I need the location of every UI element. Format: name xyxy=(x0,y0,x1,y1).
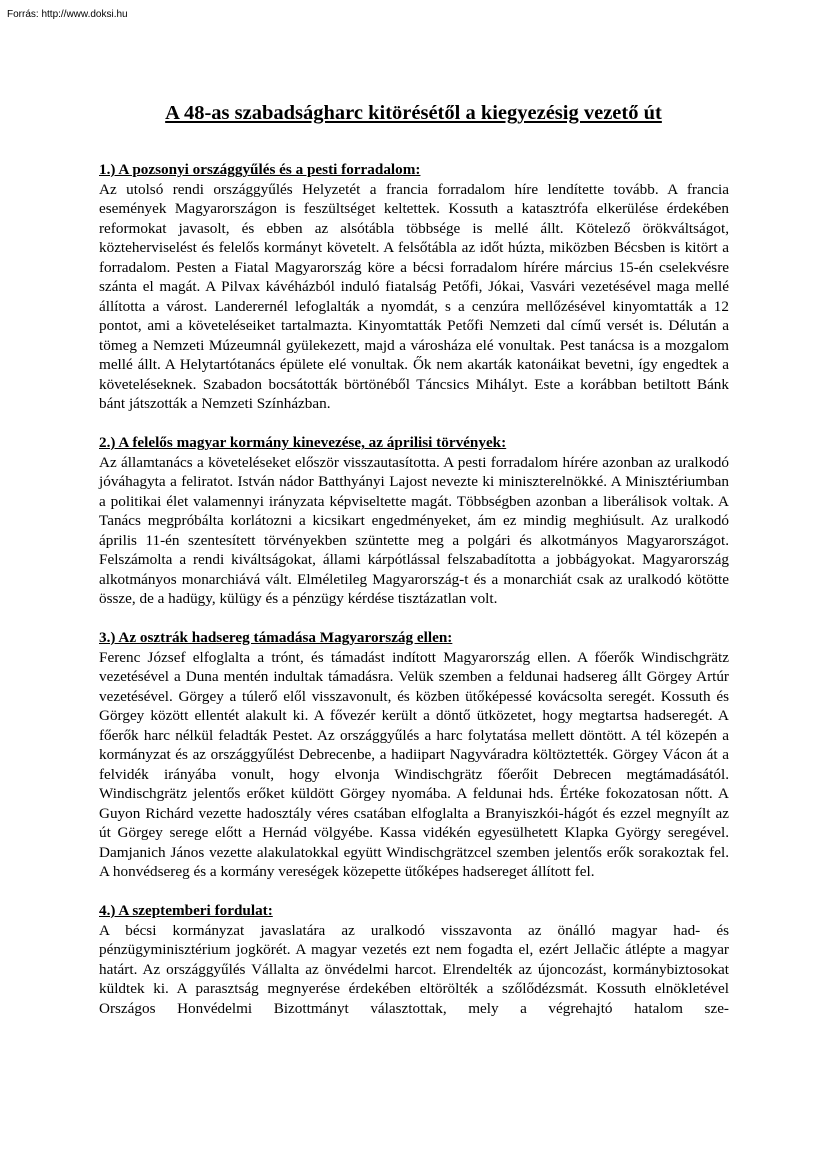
section-heading: 4.) A szeptemberi fordulat: xyxy=(99,902,273,919)
section-2 xyxy=(99,433,729,609)
page-title: A 48-as szabadságharc kitörésétől a kiegyezésig vezető út xyxy=(165,102,662,124)
source-line: Forrás: http://www.doksi.hu xyxy=(7,9,128,20)
document-body xyxy=(99,160,729,1038)
section-text: A bécsi kormányzat javaslatára az uralkodó visszavonta az önálló magyar had- és pénzügyminisztérium jogkörét. A magyar vezetés ezt nem fogadta el, ezért Jellačic átlépte a magyar határt. Az országgyűlés Vállalta az önvédelmi harcot. Elrendelték az újoncozást, kormánybiztosokat küldtek ki. A parasztság megnyerése érdekében eltörölték a szőlődézsmát. Kossuth elnökletével Országos Honvédelmi Bizottmányt választottak, mely a végrehajtó hatalom sze- xyxy=(99,921,729,1017)
section-3 xyxy=(99,628,729,882)
section-text: Az államtanács a követeléseket először visszautasította. A pesti forradalom hírére azonban az uralkodó jóváhagyta a feliratot. István nádor Batthyányi Lajost nevezte ki miniszterelnökké. A Minisztériumban a politikai élet valamennyi irányzata képviseltette magát. Többségben azonban a liberálisok voltak. A Tanács megpróbálta korlátozni a kicsikart engedményeket, ám ez mindig meghiúsult. Az uralkodó április 11-én szentesített törvényekben szüntette meg a polgári és alkotmányos Magyarországot. Felszámolta a rendi kiváltságokat, állami kárpótlással felszabadította a jobbágyokat. Magyarország alkotmányos monarchiává vált. Elméletileg Magyarország-t és a monarchiát csak az uralkodó kötötte össze, de a hadügy, külügy és a pénzügy kérdése tisztázatlan volt. xyxy=(99,453,729,607)
section-heading: 3.) Az osztrák hadsereg támadása Magyarország ellen: xyxy=(99,629,453,646)
section-heading: 2.) A felelős magyar kormány kinevezése, az áprilisi törvények: xyxy=(99,434,507,451)
section-4 xyxy=(99,901,729,1018)
section-heading: 1.) A pozsonyi országgyűlés és a pesti forradalom: xyxy=(99,161,421,178)
section-1 xyxy=(99,160,729,414)
section-text: Ferenc József elfoglalta a trónt, és támadást indított Magyarország ellen. A főerők Windischgrätz vezetésével a Duna mentén indultak támadásra. Velük szemben a feldunai hadsereg állt Görgey Artúr vezetésével. Görgey a túlerő elől visszavonult, és közben ütőképessé kovácsolta seregét. Kossuth és Görgey között ellentét alakult ki. A fővezér került a döntő ütközetet, hogy megtartsa hadseregét. A főerők harc nélkül feladták Pestet. Az országgyűlés a harc folytatása mellett döntött. A tél közepén a kormányzat és az országgyűlést Debrecenbe, a hadiipart Nagyváradra költöztették. Görgey Vácon át a felvidék irányába vonult, hogy elvonja Windischgrätz főerőit Debrecen megtámadásától. Windischgrätz jelentős erőket küldött Görgey nyomába. A feldunai hds. Értéke fokozatosan nőtt. A Guyon Richárd vezette hadosztály véres csatában elfoglalta a Branyiszkói-hágót és ezzel megnyílt az út Görgey serege előtt a Hernád völgyébe. Kassa vidékén egyesülhetett Klapka György seregével. Damjanich János vezette alakulatokkal együtt Windischgrätzcel szemben jelentős erők sorakoztak fel. A honvédsereg és a kormány vereségek közepette ütőképes hadsereget állított fel. xyxy=(99,648,729,880)
section-text: Az utolsó rendi országgyűlés Helyzetét a francia forradalom híre lendítette tovább. A francia események Magyarországon is feszültséget keltettek. Kossuth a katasztrófa elkerülése érdekében reformokat javasolt, és ebben az alsótábla többsége is mellé állt. Kötelező örökváltságot, közteherviselést és felelős kormányt követelt. A felsőtábla az időt húzta, miközben Bécsben is kitört a forradalom. Pesten a Fiatal Magyarország köre a bécsi forradalom hírére március 15-én cselekvésre szánta el magát. A Pilvax kávéházból induló fiatalság Petőfi, Jókai, Vasvári vezetésével maga mellé állította a várost. Landerernél lefoglalták a nyomdát, s a cenzúra mellőzésével kinyomtatták a 12 pontot, ami a követeléseiket tartalmazta. Kinyomtatták Petőfi Nemzeti dal című versét is. Délután a tömeg a Nemzeti Múzeumnál gyülekezett, majd a városháza elé vonultak. Pest tanácsa is a mozgalom mellé állt. A Helytartótanács épülete elé vonultak. Ők nem akarták katonáikat bevetni, így engedtek a követeléseknek. Szabadon bocsátották börtönéből Táncsics Mihályt. Este a korábban betiltott Bánk bánt játszották a Nemzeti Színházban. xyxy=(99,180,729,412)
